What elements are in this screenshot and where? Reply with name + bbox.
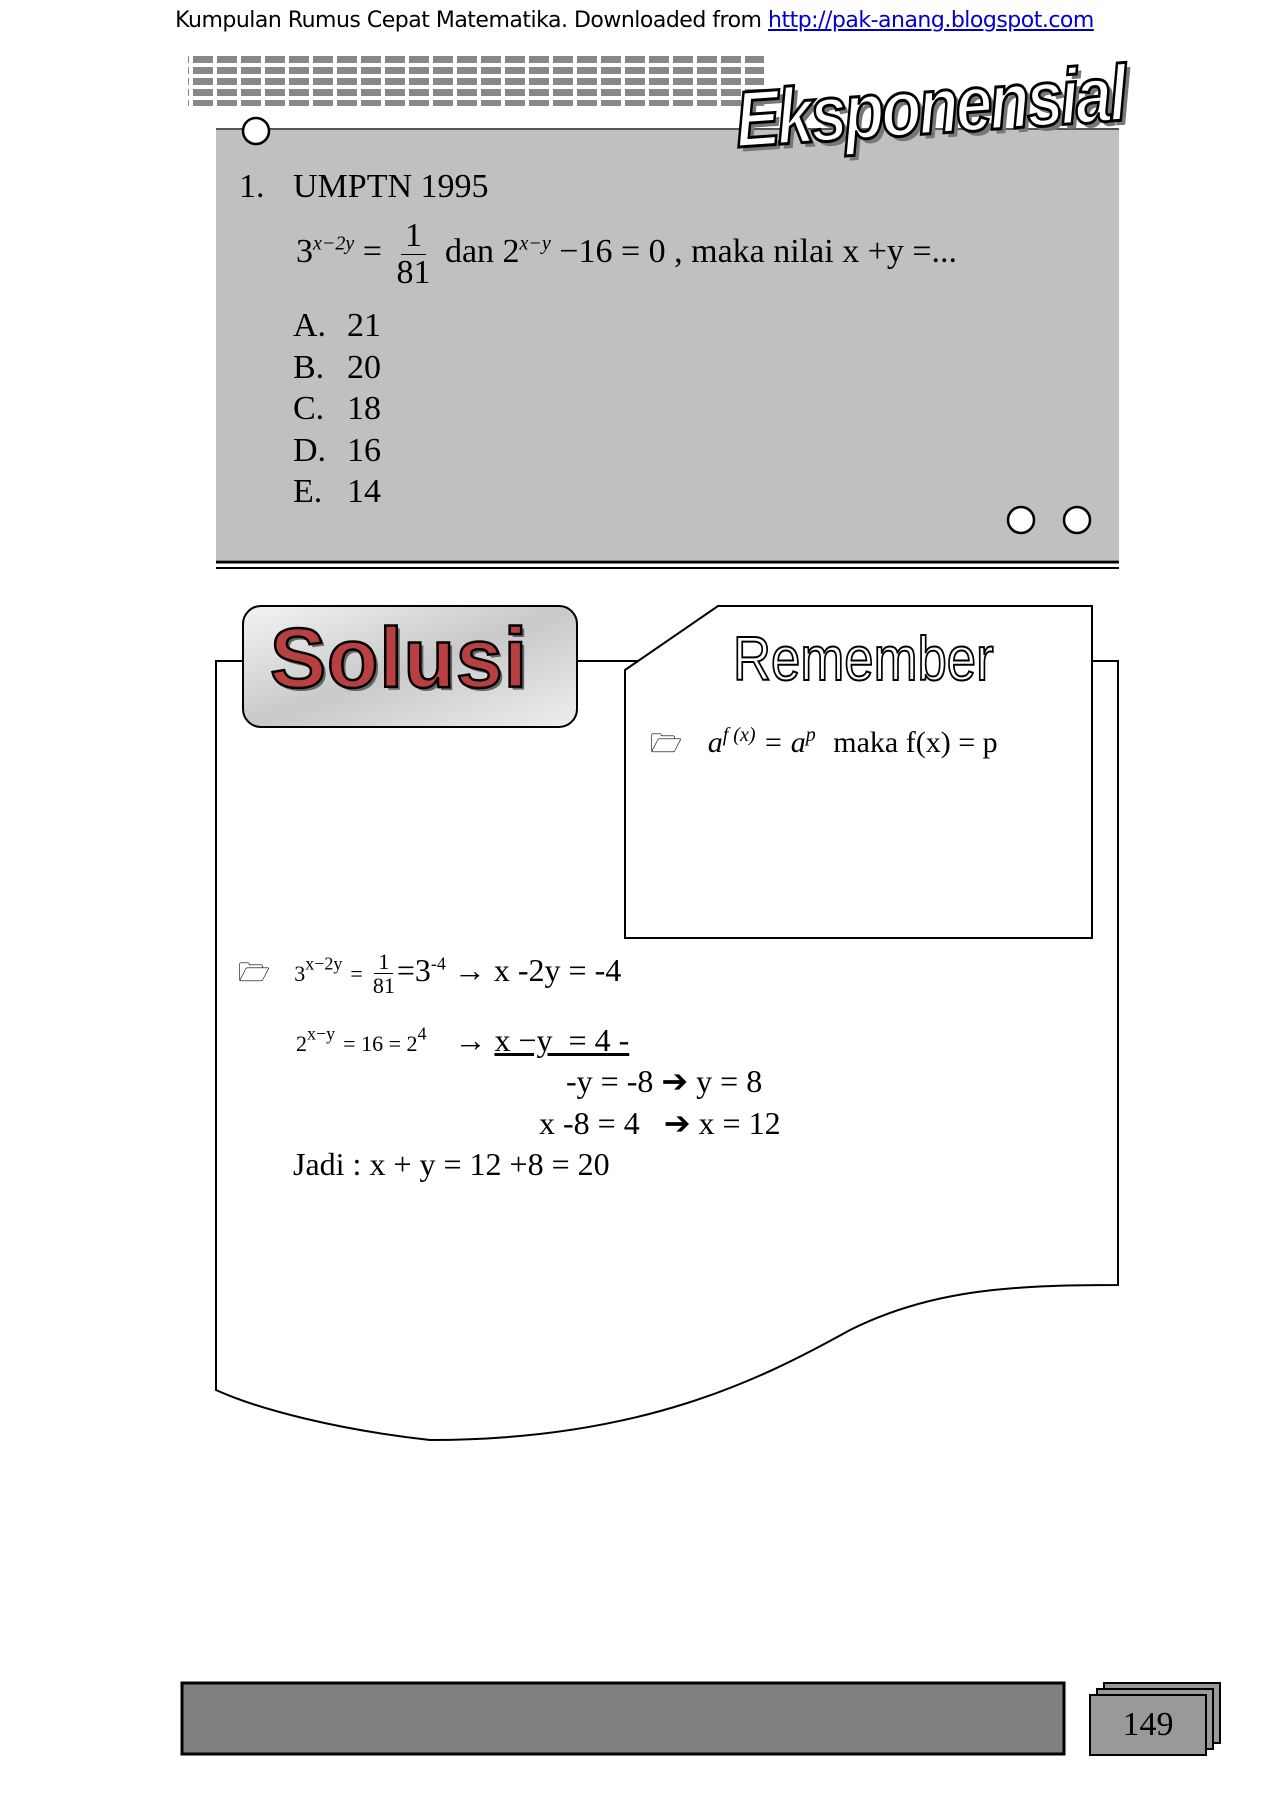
- solusi-title: Solusi: [270, 611, 529, 705]
- remember-formula: 🗁 $a^{f (x)} = a^p$ maka f(x) = p: [650, 724, 998, 759]
- solution-line-3: -y = -8 ➔ y = 8: [566, 1063, 763, 1099]
- answer-options: [293, 305, 381, 513]
- option-d[interactable]: D. 16: [293, 431, 381, 469]
- solution-line-2: $2^{x-y} = 16 = 2^4 \to x -y = 4$ -: [296, 1022, 630, 1058]
- option-a[interactable]: A. 21: [293, 307, 381, 344]
- question-source: UMPTN 1995: [293, 168, 489, 205]
- question-equation: $3^{x-2y}$ = $\frac{1}{81}$ dan $2^{x-y} -16 = 0$ , maka nilai x +y =...: [296, 217, 958, 291]
- page-number: 149: [1122, 1706, 1174, 1743]
- footer-bar: [182, 1683, 1064, 1754]
- option-c[interactable]: C. 18: [293, 390, 381, 427]
- ring-icon: [1064, 507, 1090, 533]
- folder-icon: 🗁: [650, 729, 683, 758]
- solution-line-4: x -8 = 4 ➔ x = 12: [539, 1105, 781, 1141]
- header-link[interactable]: http://pak-anang.blogspot.com: [768, 8, 1094, 33]
- option-b[interactable]: B. 20: [293, 348, 381, 386]
- header-text: Kumpulan Rumus Cepat Matematika. Downloaded from: [175, 8, 762, 33]
- question-number: 1.: [239, 168, 265, 205]
- option-e[interactable]: E. 14: [293, 473, 381, 510]
- ring-icon: [1008, 507, 1034, 533]
- brick-pattern: [188, 54, 764, 106]
- folder-icon: 🗁: [238, 957, 271, 987]
- ring-icon: [243, 118, 269, 144]
- solution-line-1: 🗁 $3^{x-2y}$ = $\frac{1}{81}$ $=3^{-4} \to x$ -2y = -4: [238, 949, 622, 999]
- chapter-title: Eksponensial: [732, 48, 1128, 164]
- remember-title: Remember: [733, 625, 994, 694]
- solution-conclusion: Jadi : x + y = 12 +8 = 20: [293, 1146, 610, 1182]
